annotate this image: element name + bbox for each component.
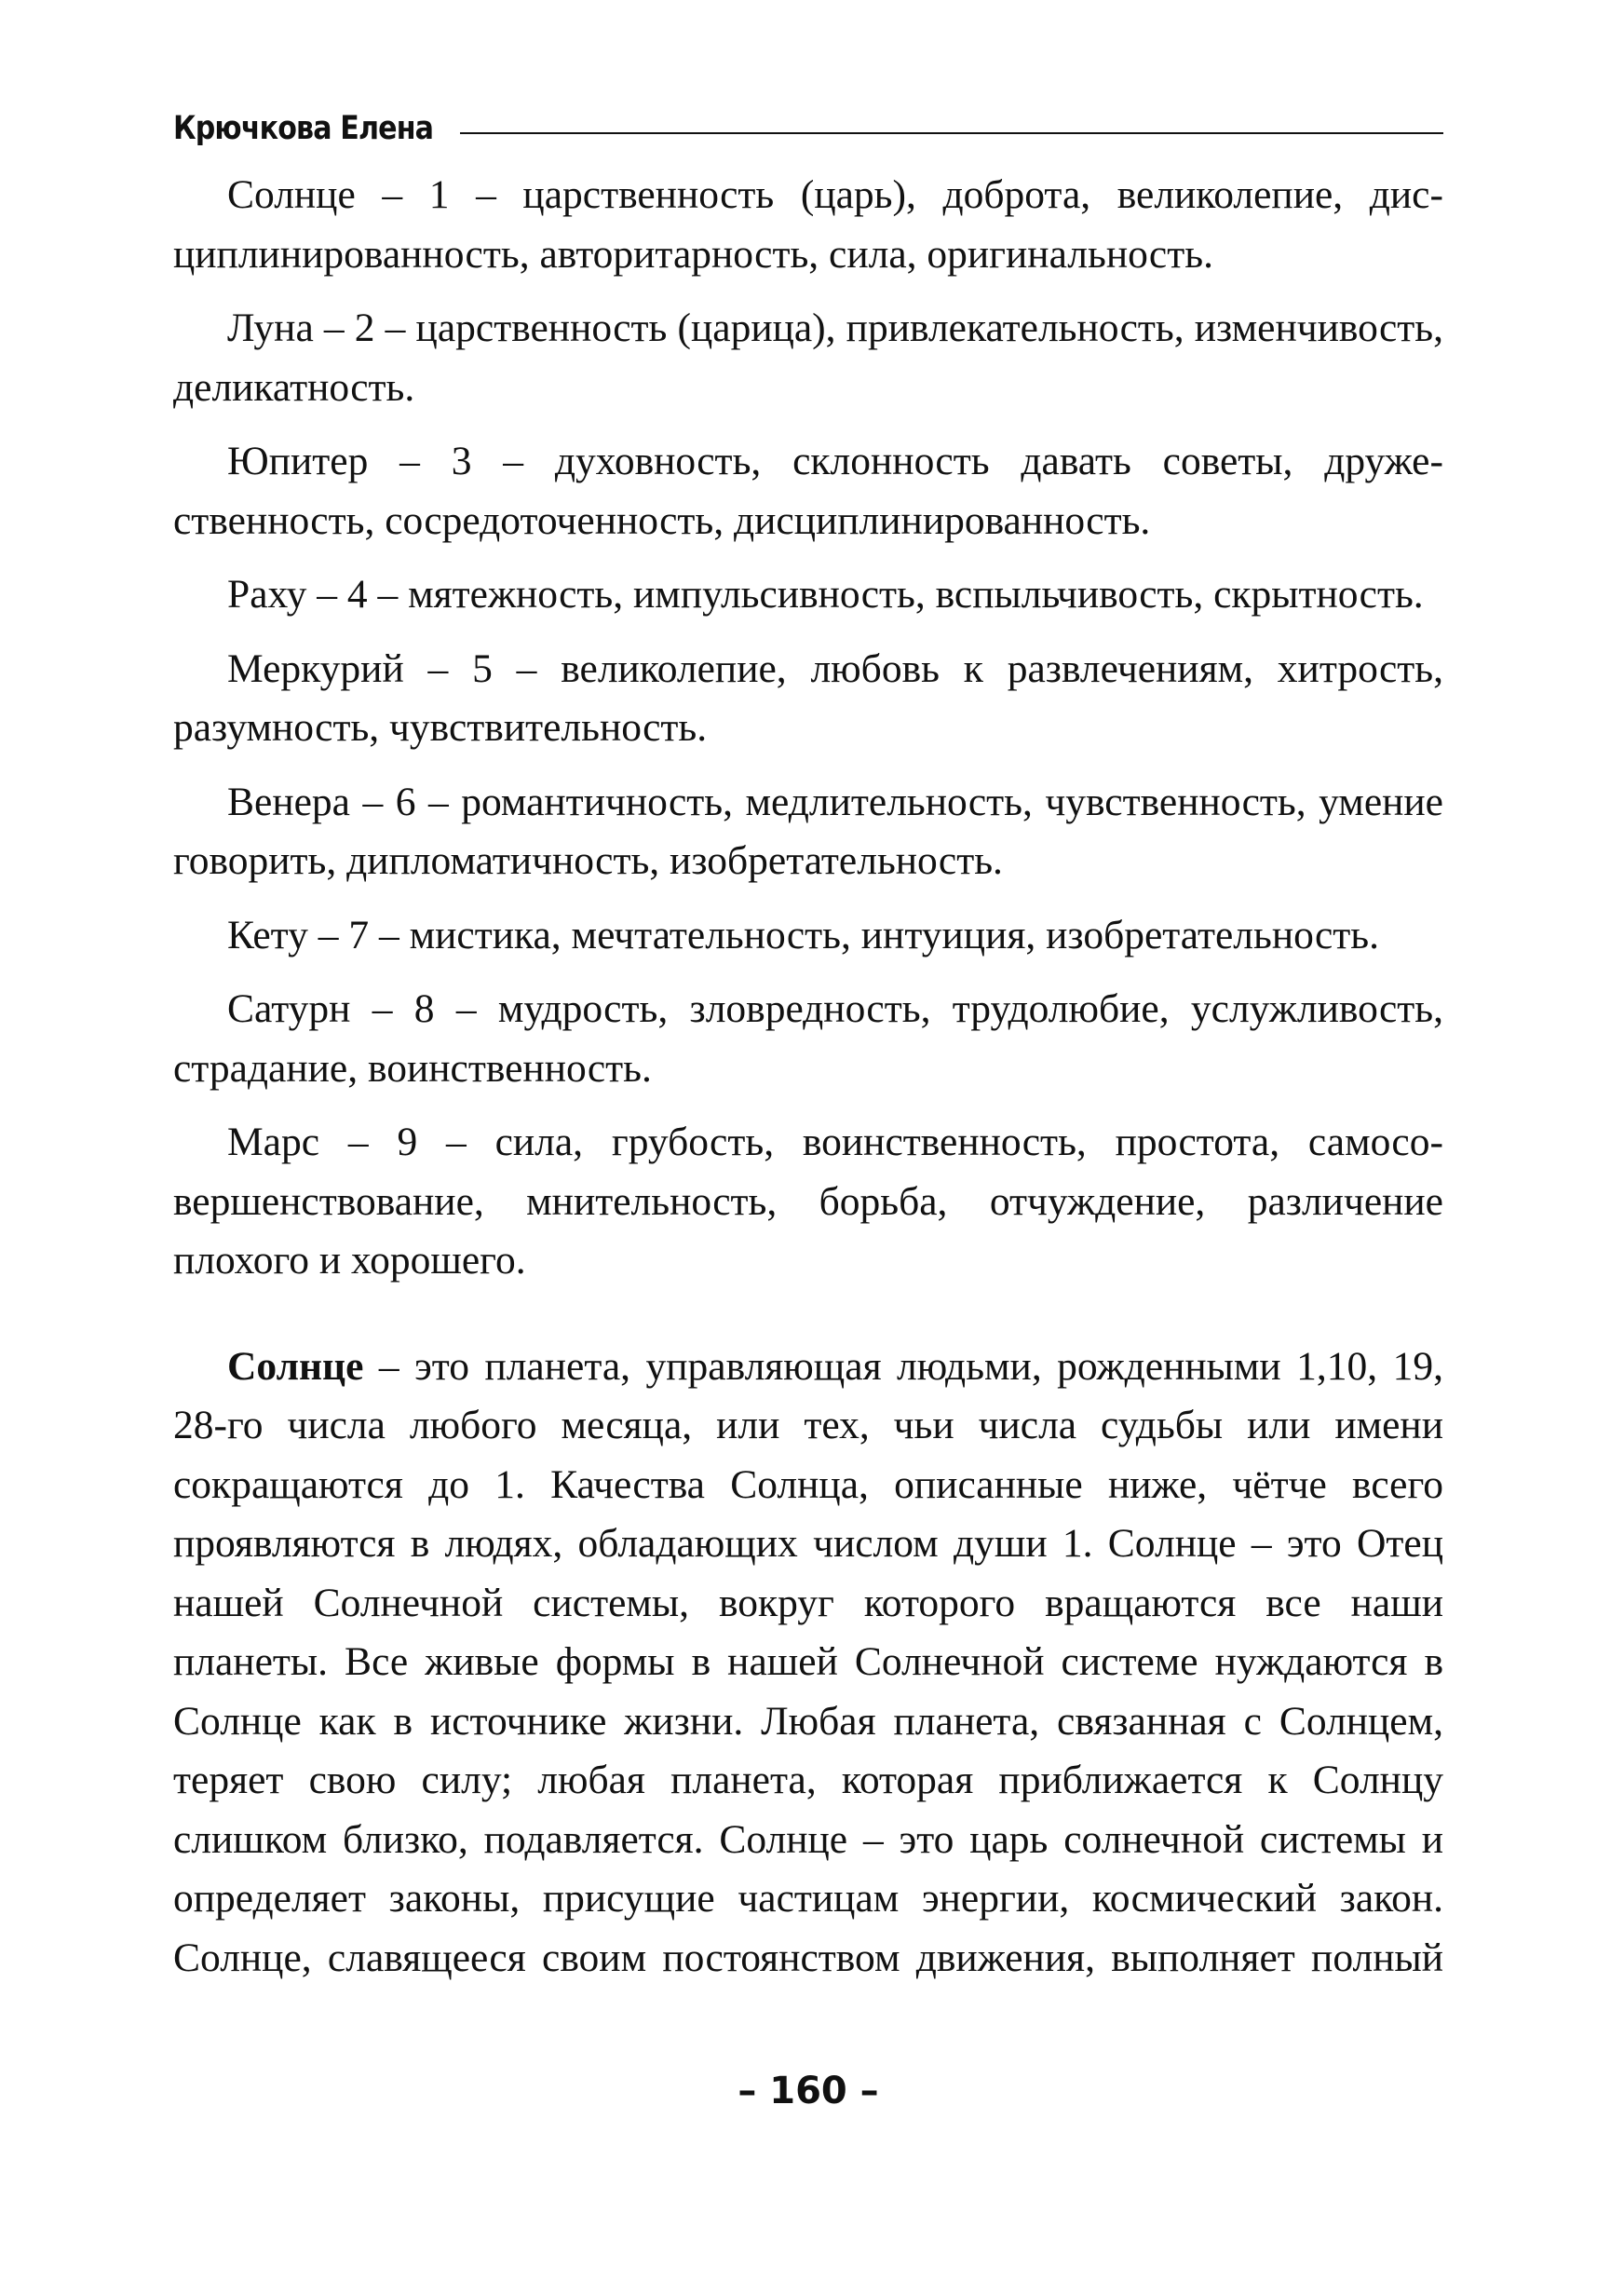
header-rule [460,132,1443,134]
paragraph-sun-number: Солнце – 1 – царственность (царь), доброта, великолепие, дисциплинированность, авторитарность, сила, оригинальность. [173,172,1443,277]
body-text [173,166,1443,2003]
page-number: – 160 – [738,2070,879,2112]
sun-lead-word: Солнце [227,1343,364,1389]
paragraph-jupiter-number: Юпитер – 3 – духовность, склонность давать советы, дружественность, сосредоточенность, дисциплинированность. [173,439,1443,543]
sun-description-text: – это планета, управляющая людьми, рожденными 1,10, 19, 28-го числа любого месяца, или тех, чьи числа судьбы или имени сокращаются до 1. Качества Солнца, описанные ниже, чётче всего проявляются в людях, обладающих числом души 1. Солнце – это Отец нашей Солнечной системы, вокруг которого вращаются все наши планеты. Все живые формы в нашей Солнечной системе нуждаются в Солнце как в источнике жизни. Любая планета, связанная с Солнцем, теряет свою силу; любая планета, которая приближается к Солнцу слишком близко, подавляется. Солнце – это царь солнечной системы и определяет законы, присущие частицам энергии, космический закон. Солнце, славящееся своим постоянством движения, выполняет полный [173,1343,1443,1980]
paragraph-mercury-number: Меркурий – 5 – великолепие, любовь к развлечениям, хитрость, разумность, чувствительность. [173,645,1443,750]
paragraph-rahu-number: Раху – 4 – мятежность, импульсивность, вспыльчивость, скрытность. [227,572,1424,617]
paragraph-saturn-number: Сатурн – 8 – мудрость, зловредность, трудолюбие, услужливость, страдание, воинственность. [173,986,1443,1091]
running-header [173,106,1443,151]
paragraph-mars-number: Марс – 9 – сила, грубость, воинственность, простота, самосовершенствование, мнительность, борьба, отчуждение, различение плохого и хорошего. [173,1120,1443,1283]
paragraph-moon-number: Луна – 2 – царственность (царица), привлекательность, изменчивость, деликатность. [173,306,1443,410]
paragraph-sun-description [173,1338,1443,1989]
book-page [173,0,1443,2295]
author-name: Крючкова Елена [173,110,434,147]
paragraph-ketu-number: Кету – 7 – мистика, мечтательность, интуиция, изобретательность. [227,912,1379,957]
paragraph-venus-number: Венера – 6 – романтичность, медлительность, чувственность, умение говорить, дипломатичность, изобретательность. [173,779,1443,883]
